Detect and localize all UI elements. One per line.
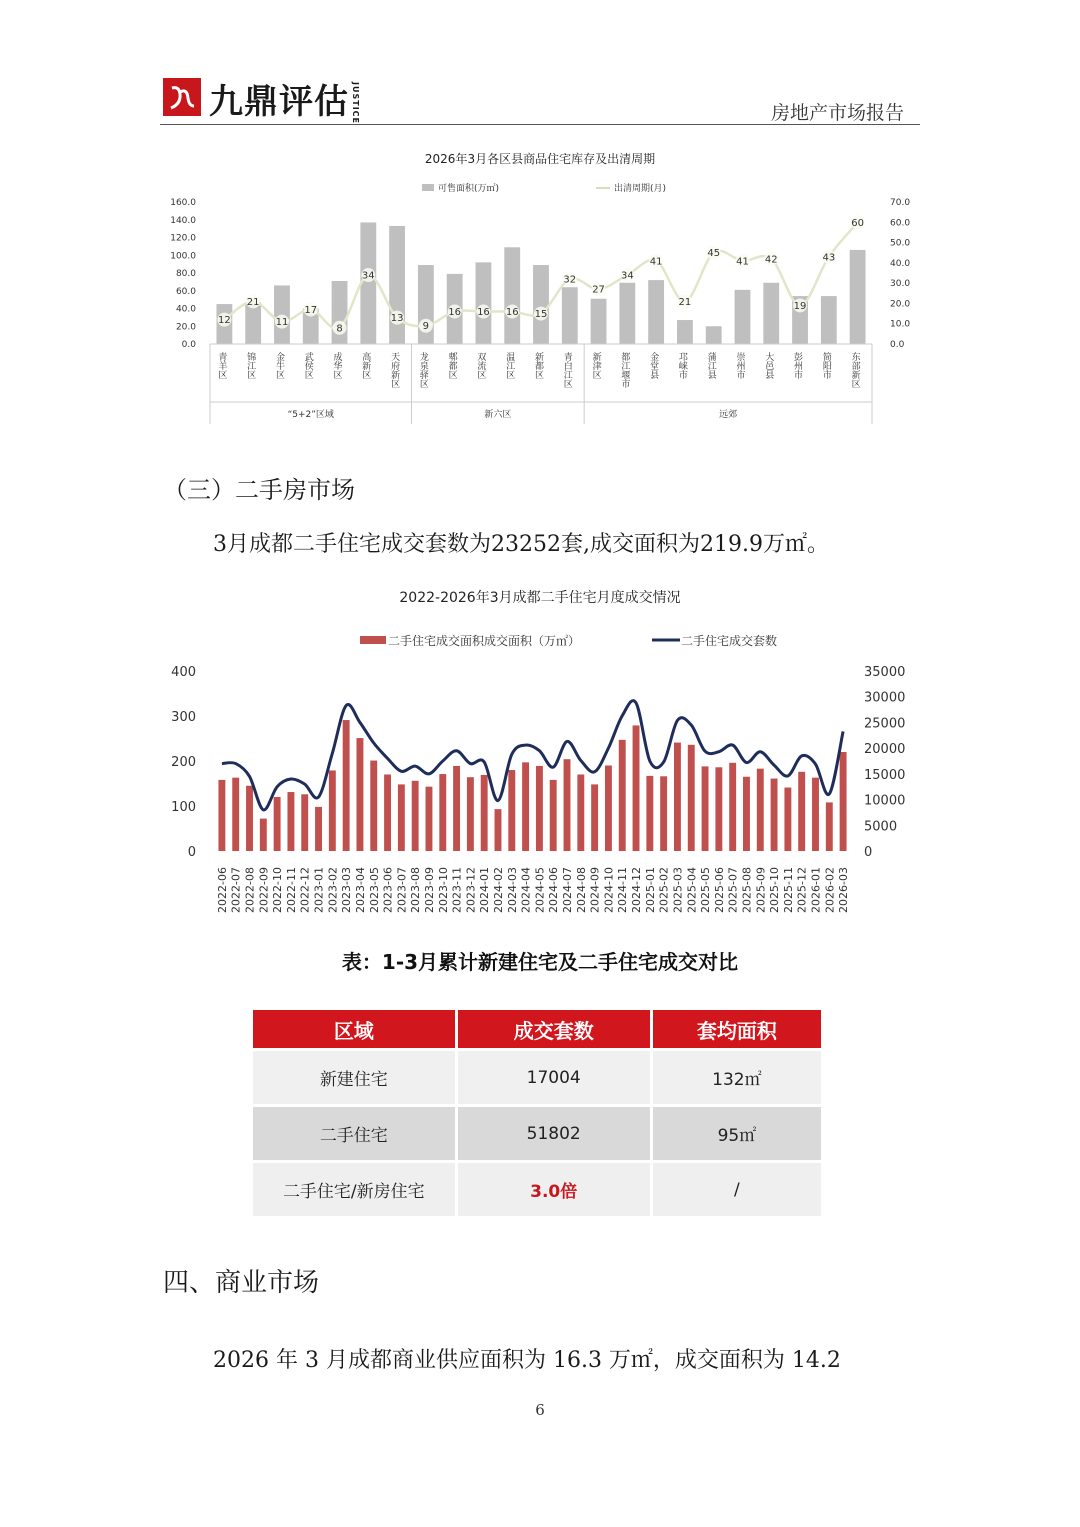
month-label: 2023-05 xyxy=(367,867,381,913)
logo-subtext: JUSTICE xyxy=(351,82,360,125)
header-cell-avg-area: 套均面积 xyxy=(653,1010,821,1048)
logo-mark-icon xyxy=(163,78,201,116)
area-bar xyxy=(743,777,750,851)
table-cell: 132㎡ xyxy=(653,1051,821,1104)
period-data-label: 19 xyxy=(793,300,807,312)
period-data-label: 15 xyxy=(534,309,548,321)
area-bar xyxy=(840,752,847,851)
area-bar xyxy=(784,788,791,851)
period-data-label: 21 xyxy=(246,296,260,308)
area-bar xyxy=(674,743,681,851)
inventory-bar xyxy=(735,290,751,344)
month-label: 2023-02 xyxy=(326,867,340,913)
left-axis-tick: 80.0 xyxy=(175,269,196,279)
area-bar xyxy=(384,775,391,852)
month-label: 2023-12 xyxy=(464,867,478,913)
category-label: 都江堰市 xyxy=(619,352,630,388)
area-bar xyxy=(688,745,695,851)
area-bar xyxy=(343,720,350,851)
left-axis-tick: 400 xyxy=(171,665,196,680)
right-axis-tick: 30.0 xyxy=(890,279,911,290)
right-axis-tick: 0.0 xyxy=(890,340,905,350)
right-axis-tick: 20.0 xyxy=(890,299,911,310)
month-label: 2023-08 xyxy=(409,867,423,913)
inventory-bar xyxy=(706,326,722,344)
area-bar xyxy=(398,784,405,851)
month-label: 2026-01 xyxy=(809,867,823,913)
category-label: 青羊区 xyxy=(216,352,227,379)
left-axis-tick: 300 xyxy=(171,710,196,725)
month-label: 2024-02 xyxy=(491,867,505,913)
table-cell: / xyxy=(653,1163,821,1216)
table-cell: 51802 xyxy=(458,1107,650,1160)
area-bar xyxy=(702,766,709,851)
period-data-label: 43 xyxy=(822,252,836,264)
section3-paragraph: 3月成都二手住宅成交套数为23252套,成交面积为219.9万㎡。 xyxy=(213,532,829,557)
category-label: 金牛区 xyxy=(273,352,284,379)
inventory-bar xyxy=(562,287,578,344)
inventory-bar xyxy=(648,280,664,344)
right-axis-tick: 10000 xyxy=(864,793,906,809)
month-label: 2024-12 xyxy=(630,867,644,913)
area-bar xyxy=(826,802,833,851)
month-label: 2025-10 xyxy=(768,867,782,913)
right-axis-tick: 60.0 xyxy=(890,218,911,229)
category-label: 金堂县 xyxy=(648,352,659,379)
right-axis-tick: 0 xyxy=(864,845,873,860)
month-label: 2025-03 xyxy=(671,867,685,913)
right-axis-tick: 10.0 xyxy=(890,319,911,330)
right-axis-tick: 20000 xyxy=(864,742,906,758)
area-bar xyxy=(453,766,460,851)
month-label: 2024-10 xyxy=(602,867,616,913)
month-label: 2024-09 xyxy=(588,867,602,913)
left-axis-tick: 200 xyxy=(171,755,196,770)
month-label: 2022-11 xyxy=(284,867,298,913)
month-label: 2026-02 xyxy=(823,867,837,913)
area-bar xyxy=(729,763,736,851)
month-label: 2023-01 xyxy=(312,867,326,913)
right-axis-tick: 30000 xyxy=(864,690,906,706)
area-bar xyxy=(356,738,363,851)
table-cell: 二手住宅/新房住宅 xyxy=(253,1163,455,1216)
month-label: 2024-03 xyxy=(505,867,519,913)
table-cell: 新建住宅 xyxy=(253,1051,455,1104)
month-label: 2024-05 xyxy=(533,867,547,913)
area-bar xyxy=(218,780,225,851)
month-label: 2025-02 xyxy=(657,867,671,913)
month-label: 2024-06 xyxy=(547,867,561,913)
logo-text: 九鼎评估 xyxy=(209,82,349,122)
area-bar xyxy=(577,775,584,852)
ratio-highlight-cell: 3.0倍 xyxy=(458,1163,650,1216)
inventory-bar xyxy=(619,283,635,344)
month-label: 2023-04 xyxy=(353,867,367,913)
count-line xyxy=(222,701,843,810)
inventory-chart xyxy=(160,172,920,432)
right-axis-tick: 15000 xyxy=(864,767,906,783)
area-bar xyxy=(508,770,515,851)
inventory-bar xyxy=(850,250,866,344)
right-axis-tick: 5000 xyxy=(864,819,898,835)
category-label: 大邑县 xyxy=(763,352,774,379)
left-axis-tick: 160.0 xyxy=(170,198,196,208)
area-bar xyxy=(715,767,722,851)
inventory-bar xyxy=(360,222,376,344)
period-data-label: 17 xyxy=(304,305,318,317)
table-row xyxy=(253,1163,821,1216)
period-data-label: 27 xyxy=(592,284,605,296)
category-label: 天府新区 xyxy=(389,352,400,388)
month-label: 2022-09 xyxy=(257,867,271,913)
period-data-label: 41 xyxy=(649,256,663,268)
area-bar xyxy=(246,786,253,851)
legend-swatch-area xyxy=(360,636,386,644)
brand-logo xyxy=(163,78,363,125)
group-label: 远郊 xyxy=(719,410,738,420)
section3-heading: （三）二手房市场 xyxy=(163,476,355,504)
month-label: 2024-07 xyxy=(561,867,575,913)
left-axis-tick: 60.0 xyxy=(175,286,196,297)
header-divider xyxy=(160,124,920,125)
inventory-bar xyxy=(821,296,837,344)
legend-label-inventory: 可售面积(万㎡) xyxy=(438,184,500,194)
group-label: 新六区 xyxy=(484,410,512,420)
category-label: 温江区 xyxy=(504,352,515,379)
category-label: 成华区 xyxy=(331,352,342,379)
inventory-bar xyxy=(504,247,520,344)
category-label: 崇州市 xyxy=(734,352,745,379)
section4-paragraph: 2026 年 3 月成都商业供应面积为 16.3 万㎡，成交面积为 14.2 xyxy=(213,1348,841,1373)
secondhand-chart xyxy=(160,622,920,922)
month-label: 2024-08 xyxy=(574,867,588,913)
period-data-label: 9 xyxy=(422,321,430,333)
chart2-title: 2022-2026年3月成都二手住宅月度成交情况 xyxy=(399,590,681,606)
inventory-bar xyxy=(389,226,405,344)
category-label: 武侯区 xyxy=(302,352,313,379)
legend-label-period: 出清周期(月) xyxy=(614,184,667,194)
period-data-label: 16 xyxy=(477,307,490,319)
period-data-label: 21 xyxy=(678,296,692,308)
category-label: 新都区 xyxy=(533,352,543,379)
period-data-label: 45 xyxy=(707,248,721,260)
inventory-bar xyxy=(677,320,693,344)
area-bar xyxy=(329,770,336,851)
month-label: 2023-09 xyxy=(422,867,436,913)
left-axis-tick: 20.0 xyxy=(175,322,196,333)
category-label: 郫都区 xyxy=(446,352,457,379)
month-label: 2023-06 xyxy=(381,867,395,913)
period-data-label: 11 xyxy=(275,317,289,329)
right-axis-tick: 50.0 xyxy=(890,238,911,249)
month-label: 2025-01 xyxy=(643,867,657,913)
category-label: 双流区 xyxy=(475,352,486,379)
area-bar xyxy=(619,740,626,851)
area-bar xyxy=(660,776,667,851)
left-axis-tick: 40.0 xyxy=(175,304,196,315)
area-bar xyxy=(439,774,446,851)
legend-label-area: 二手住宅成交面积成交面积（万㎡） xyxy=(388,634,581,648)
period-data-label: 34 xyxy=(361,270,375,282)
left-axis-tick: 0.0 xyxy=(181,340,196,350)
area-bar xyxy=(426,787,433,851)
legend-label-count: 二手住宅成交套数 xyxy=(681,634,778,648)
table-header-row xyxy=(253,1010,821,1048)
area-bar xyxy=(798,772,805,851)
month-label: 2025-06 xyxy=(712,867,726,913)
legend-swatch-inventory xyxy=(422,184,434,191)
left-axis-tick: 100 xyxy=(171,800,196,815)
area-bar xyxy=(370,761,377,851)
area-bar xyxy=(771,779,778,851)
table-cell: 95㎡ xyxy=(653,1107,821,1160)
category-label: 简阳市 xyxy=(820,352,831,379)
left-axis-tick: 100.0 xyxy=(170,251,196,262)
category-label: 新津区 xyxy=(590,352,601,379)
comparison-table xyxy=(250,1007,824,1219)
period-data-label: 8 xyxy=(336,323,343,335)
header-cell-count: 成交套数 xyxy=(458,1010,650,1048)
right-axis-tick: 35000 xyxy=(864,665,906,680)
table-row xyxy=(253,1051,821,1104)
month-label: 2023-03 xyxy=(340,867,354,913)
table-cell: 17004 xyxy=(458,1051,650,1104)
period-data-label: 32 xyxy=(563,274,577,286)
area-bar xyxy=(260,819,267,851)
inventory-bar xyxy=(533,265,549,344)
category-label: 蒲江县 xyxy=(705,352,716,379)
month-label: 2025-12 xyxy=(795,867,809,913)
category-label: 彭州市 xyxy=(792,352,803,379)
month-label: 2024-11 xyxy=(616,867,630,913)
month-label: 2023-10 xyxy=(436,867,450,913)
period-data-label: 42 xyxy=(764,254,778,266)
group-label: “5+2”区域 xyxy=(287,410,334,420)
category-label: 青白江区 xyxy=(561,352,572,388)
area-bar xyxy=(605,766,612,852)
report-title: 房地产市场报告 xyxy=(770,102,904,124)
table-row xyxy=(253,1107,821,1160)
category-label: 锦江区 xyxy=(245,352,256,379)
area-bar xyxy=(412,781,419,851)
area-bar xyxy=(646,776,653,851)
area-bar xyxy=(757,769,764,851)
month-label: 2025-08 xyxy=(740,867,754,913)
period-data-label: 41 xyxy=(736,256,749,268)
month-label: 2023-07 xyxy=(395,867,409,913)
month-label: 2022-07 xyxy=(229,867,243,913)
month-label: 2025-04 xyxy=(685,867,699,913)
category-label: 龙泉驿区 xyxy=(417,352,428,388)
inventory-bar xyxy=(476,262,492,344)
left-axis-tick: 0 xyxy=(187,845,196,860)
month-label: 2025-05 xyxy=(699,867,713,913)
logo-glyph-icon xyxy=(163,78,201,116)
inventory-bar xyxy=(763,283,779,344)
area-bar xyxy=(812,778,819,851)
area-bar xyxy=(274,797,281,851)
period-data-label: 13 xyxy=(390,313,404,325)
page-number: 6 xyxy=(535,1401,545,1419)
area-bar xyxy=(550,780,557,851)
right-axis-tick: 25000 xyxy=(864,716,906,732)
section4-heading: 四、商业市场 xyxy=(163,1268,320,1298)
month-label: 2023-11 xyxy=(450,867,464,913)
chart1-title: 2026年3月各区县商品住宅库存及出清周期 xyxy=(424,152,656,166)
right-axis-tick: 70.0 xyxy=(890,198,911,208)
area-bar xyxy=(564,759,571,851)
month-label: 2024-04 xyxy=(519,867,533,913)
area-bar xyxy=(315,807,322,851)
area-bar xyxy=(232,778,239,851)
month-label: 2022-12 xyxy=(298,867,312,913)
left-axis-tick: 140.0 xyxy=(170,215,196,226)
month-label: 2024-01 xyxy=(478,867,492,913)
period-data-label: 16 xyxy=(505,307,519,319)
area-bar xyxy=(301,794,308,851)
period-data-label: 60 xyxy=(851,217,864,229)
area-bar xyxy=(536,766,543,851)
area-bar xyxy=(467,777,474,851)
area-bar xyxy=(591,784,598,851)
table-title: 表：1-3月累计新建住宅及二手住宅成交对比 xyxy=(341,950,739,974)
area-bar xyxy=(287,792,294,851)
month-label: 2025-07 xyxy=(726,867,740,913)
month-label: 2025-11 xyxy=(781,867,795,913)
area-bar xyxy=(633,725,640,851)
period-data-label: 12 xyxy=(218,315,231,327)
right-axis-tick: 40.0 xyxy=(890,258,911,269)
inventory-bar xyxy=(245,302,261,344)
category-label: 高新区 xyxy=(360,352,371,379)
month-label: 2025-09 xyxy=(754,867,768,913)
period-data-label: 34 xyxy=(620,270,634,282)
left-axis-tick: 120.0 xyxy=(170,233,196,244)
inventory-bar xyxy=(591,299,607,344)
area-bar xyxy=(481,775,488,851)
month-label: 2026-03 xyxy=(837,867,851,913)
category-label: 东部新区 xyxy=(849,352,860,388)
header-cell-region: 区域 xyxy=(253,1010,455,1048)
month-label: 2022-06 xyxy=(215,867,229,913)
period-data-label: 16 xyxy=(448,307,462,319)
area-bar xyxy=(495,809,502,851)
area-bar xyxy=(522,762,529,851)
table-cell: 二手住宅 xyxy=(253,1107,455,1160)
category-label: 邛崃市 xyxy=(676,352,687,379)
month-label: 2022-10 xyxy=(271,867,285,913)
month-label: 2022-08 xyxy=(243,867,257,913)
